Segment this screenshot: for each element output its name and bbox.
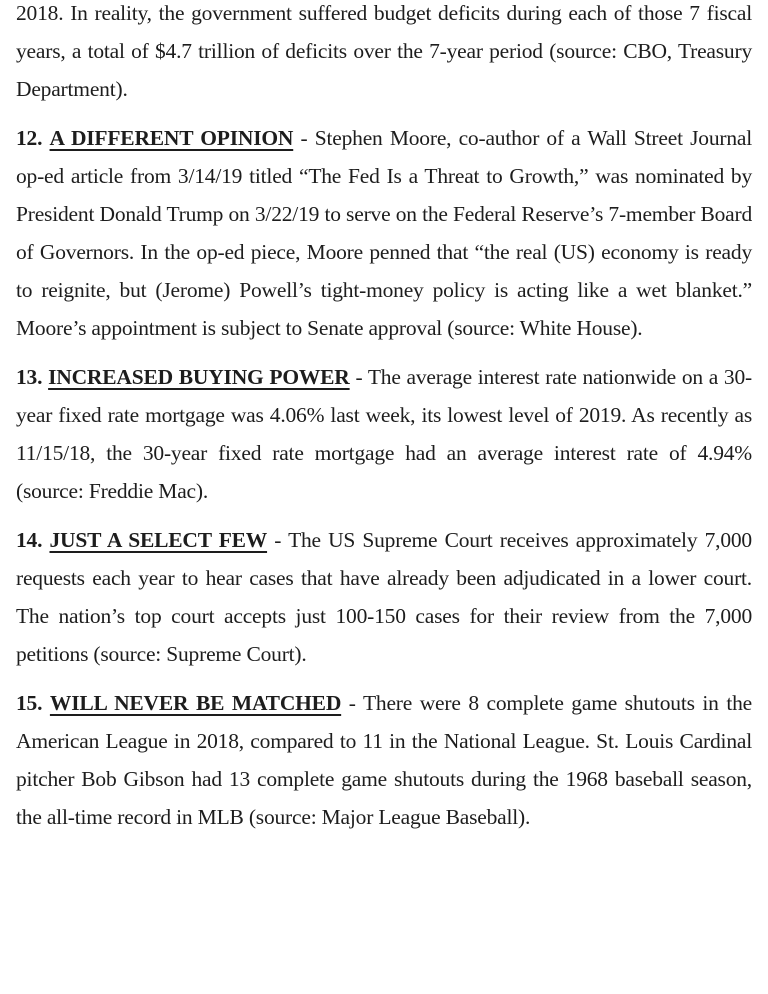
item-number: 14. <box>16 528 43 552</box>
item-number: 12. <box>16 126 43 150</box>
newsletter-item-15 <box>16 684 752 836</box>
newsletter-item-14 <box>16 521 752 673</box>
item-separator: - <box>274 528 282 552</box>
item-body: Stephen Moore, co-author of a Wall Street Journal op-ed article from 3/14/19 titled “The Fed Is a Threat to Growth,” was nominated by President Donald Trump on 3/22/19 to serve on the Federal Reserve’s 7-member Board of Governors. In the op-ed piece, Moore penned that “the real (US) economy is ready to reignite, but (Jerome) Powell’s tight-money policy is acting like a wet blanket.” Moore’s appointment is subject to Senate approval (source: White House). <box>16 126 752 340</box>
item-separator: - <box>300 126 308 150</box>
item-heading: A DIFFERENT OPINION <box>49 126 294 150</box>
item-heading: JUST A SELECT FEW <box>49 528 268 552</box>
item-separator: - <box>355 365 363 389</box>
item-heading: WILL NEVER BE MATCHED <box>49 691 342 715</box>
newsletter-item-12 <box>16 119 752 347</box>
newsletter-item-13 <box>16 358 752 510</box>
item-separator: - <box>348 691 356 715</box>
item-body: There were 8 complete game shutouts in the American League in 2018, compared to 11 in the National League. St. Louis Cardinal pitcher Bob Gibson had 13 complete game shutouts during the 1968 baseball season, the all-time record in MLB (source: Major League Baseball). <box>16 691 752 829</box>
item-number: 13. <box>16 365 43 389</box>
intro-paragraph: 2018. In reality, the government suffered budget deficits during each of those 7 fiscal years, a total of $4.7 trillion of deficits over the 7-year period (source: CBO, Treasury Department). <box>16 1 752 101</box>
item-body: The US Supreme Court receives approximately 7,000 requests each year to hear cases that have already been adjudicated in a lower court. The nation’s top court accepts just 100-150 cases for their review from the 7,000 petitions (source: Supreme Court). <box>16 528 752 666</box>
item-number: 15. <box>16 691 43 715</box>
item-body: The average interest rate nationwide on a 30-year fixed rate mortgage was 4.06% last week, its lowest level of 2019. As recently as 11/15/18, the 30-year fixed rate mortgage had an average interest rate of 4.94% (source: Freddie Mac). <box>16 365 752 503</box>
item-heading: INCREASED BUYING POWER <box>48 365 350 389</box>
